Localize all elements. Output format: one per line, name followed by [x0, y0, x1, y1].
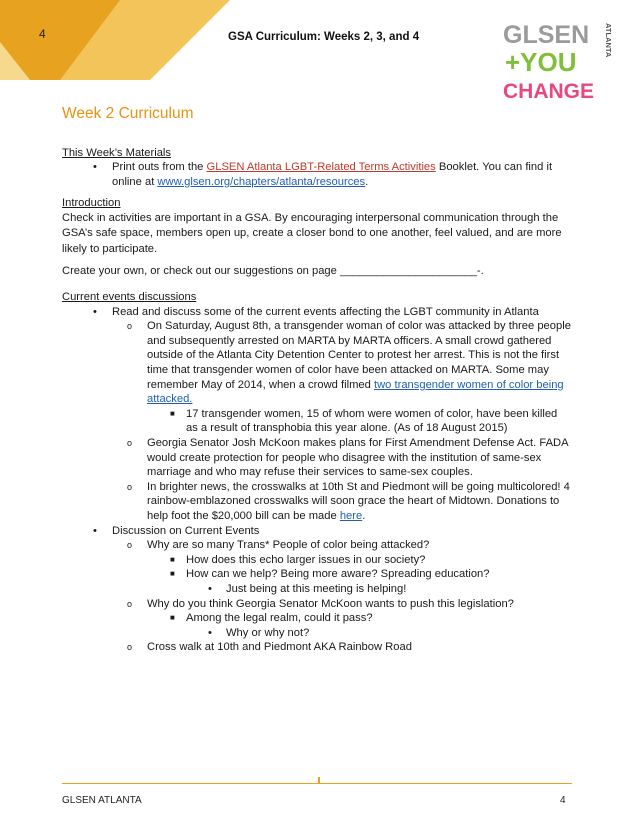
list-item: • Just being at this meeting is helping! — [208, 582, 407, 595]
circle-bullet-icon: o — [127, 438, 133, 448]
list-item: ■ 17 transgender women, 15 of whom were women of color, have been killed as a result of transphobia this year alone. (As of 18 August 2015) — [170, 407, 558, 435]
header-page-number: 4 — [39, 27, 46, 41]
logo-atlanta-text: ATLANTA — [604, 23, 613, 58]
bullet-icon: • — [208, 626, 212, 639]
circle-bullet-icon: o — [127, 642, 133, 653]
square-bullet-icon: ■ — [170, 554, 175, 564]
circle-bullet-icon: o — [127, 540, 133, 551]
footer-page-number: 4 — [560, 795, 566, 806]
list-item: ■ Among the legal realm, could it pass? — [170, 612, 373, 625]
resources-link[interactable]: www.glsen.org/chapters/atlanta/resources — [157, 175, 366, 188]
page-heading: Week 2 Curriculum — [62, 105, 194, 122]
circle-bullet-icon: o — [127, 481, 133, 492]
list-item: o Why do you think Georgia Senator McKoon wants to push this legislation? — [127, 597, 514, 610]
footer-divider — [62, 783, 572, 784]
list-item: o Why are so many Trans* People of color being attacked? — [127, 539, 430, 552]
document-body — [62, 107, 572, 655]
bullet-icon: • — [208, 582, 212, 595]
list-item: ■ How can we help? Being more aware? Spreading education? — [170, 568, 490, 581]
list-item: • Read and discuss some of the current events affecting the LGBT community in Atlanta — [93, 305, 539, 318]
circle-bullet-icon: o — [127, 598, 133, 609]
square-bullet-icon: ■ — [170, 613, 175, 623]
logo-you-text: +YOU — [505, 47, 577, 77]
square-bullet-icon: ■ — [170, 569, 175, 579]
square-bullet-icon: ■ — [170, 408, 175, 418]
header-title: GSA Curriculum: Weeks 2, 3, and 4 — [228, 31, 420, 43]
list-item: o In brighter news, the crosswalks at 10th St and Piedmont will be going multicolored! 4 rainbow-emblazoned crosswalks will soon grace the heart of Midtown. Donations to help foot the $20,000 bill can be made here. — [127, 480, 570, 522]
current-events-title: Current events discussions — [62, 291, 197, 304]
list-item: o Georgia Senator Josh McKoon makes plans for First Amendment Defense Act. FADA would create protection for people who disagree with the institution of same-sex marriage and who may refuse their services to same-sex couples. — [127, 437, 568, 479]
logo-change-text: CHANGE — [503, 80, 595, 101]
attack-video-link[interactable]: two transgender women of color being attacked. — [147, 378, 564, 406]
list-item: • Why or why not? — [208, 626, 310, 639]
list-item: • Discussion on Current Events — [93, 524, 260, 537]
introduction-section — [62, 196, 572, 257]
donation-link[interactable]: here — [339, 509, 363, 522]
current-events-section — [62, 290, 572, 655]
list-item: o On Saturday, August 8th, a transgender woman of color was attacked by three people and subsequently arrested on MARTA by MARTA officers. A small crowd gathered outside of the Atlanta City Detention Center to protest her arrest. This is not the first time that transgender women of color have been attacked on MARTA. Some may remember May of 2014, when a crowd filmed two transgender women of color being attacked. — [127, 320, 571, 406]
bullet-icon: • — [93, 161, 97, 174]
list-item: ■ How does this echo larger issues in our society? — [170, 553, 426, 566]
materials-title: This Week’s Materials — [62, 146, 172, 159]
bullet-icon: • — [93, 524, 97, 537]
introduction-title: Introduction — [62, 197, 121, 210]
header-corner-decoration — [0, 0, 230, 80]
suggestion-text: Create your own, or check out our suggestions on page ______________________-. — [62, 265, 484, 278]
logo-glsen-text: GLSEN — [503, 21, 590, 49]
materials-section — [62, 146, 572, 190]
introduction-body: Check in activities are important in a GSA. By encouraging interpersonal communication through the GSA’s safe space, members open up, create a closer bond to one another, feel valued, and are more likely to participate. — [62, 211, 562, 255]
footer-organization: GLSEN ATLANTA — [62, 795, 142, 806]
bullet-icon: • — [93, 305, 97, 318]
materials-item: • Print outs from the GLSEN Atlanta LGBT-Related Terms Activities Booklet. You can find it online at www.glsen.org/chapters/atlanta/resources. — [93, 161, 553, 188]
circle-bullet-icon: o — [127, 321, 133, 332]
list-item: o Cross walk at 10th and Piedmont AKA Rainbow Road — [127, 641, 412, 654]
glsen-you-change-logo — [503, 19, 615, 101]
terms-booklet-link[interactable]: GLSEN Atlanta LGBT-Related Terms Activities — [206, 161, 436, 174]
